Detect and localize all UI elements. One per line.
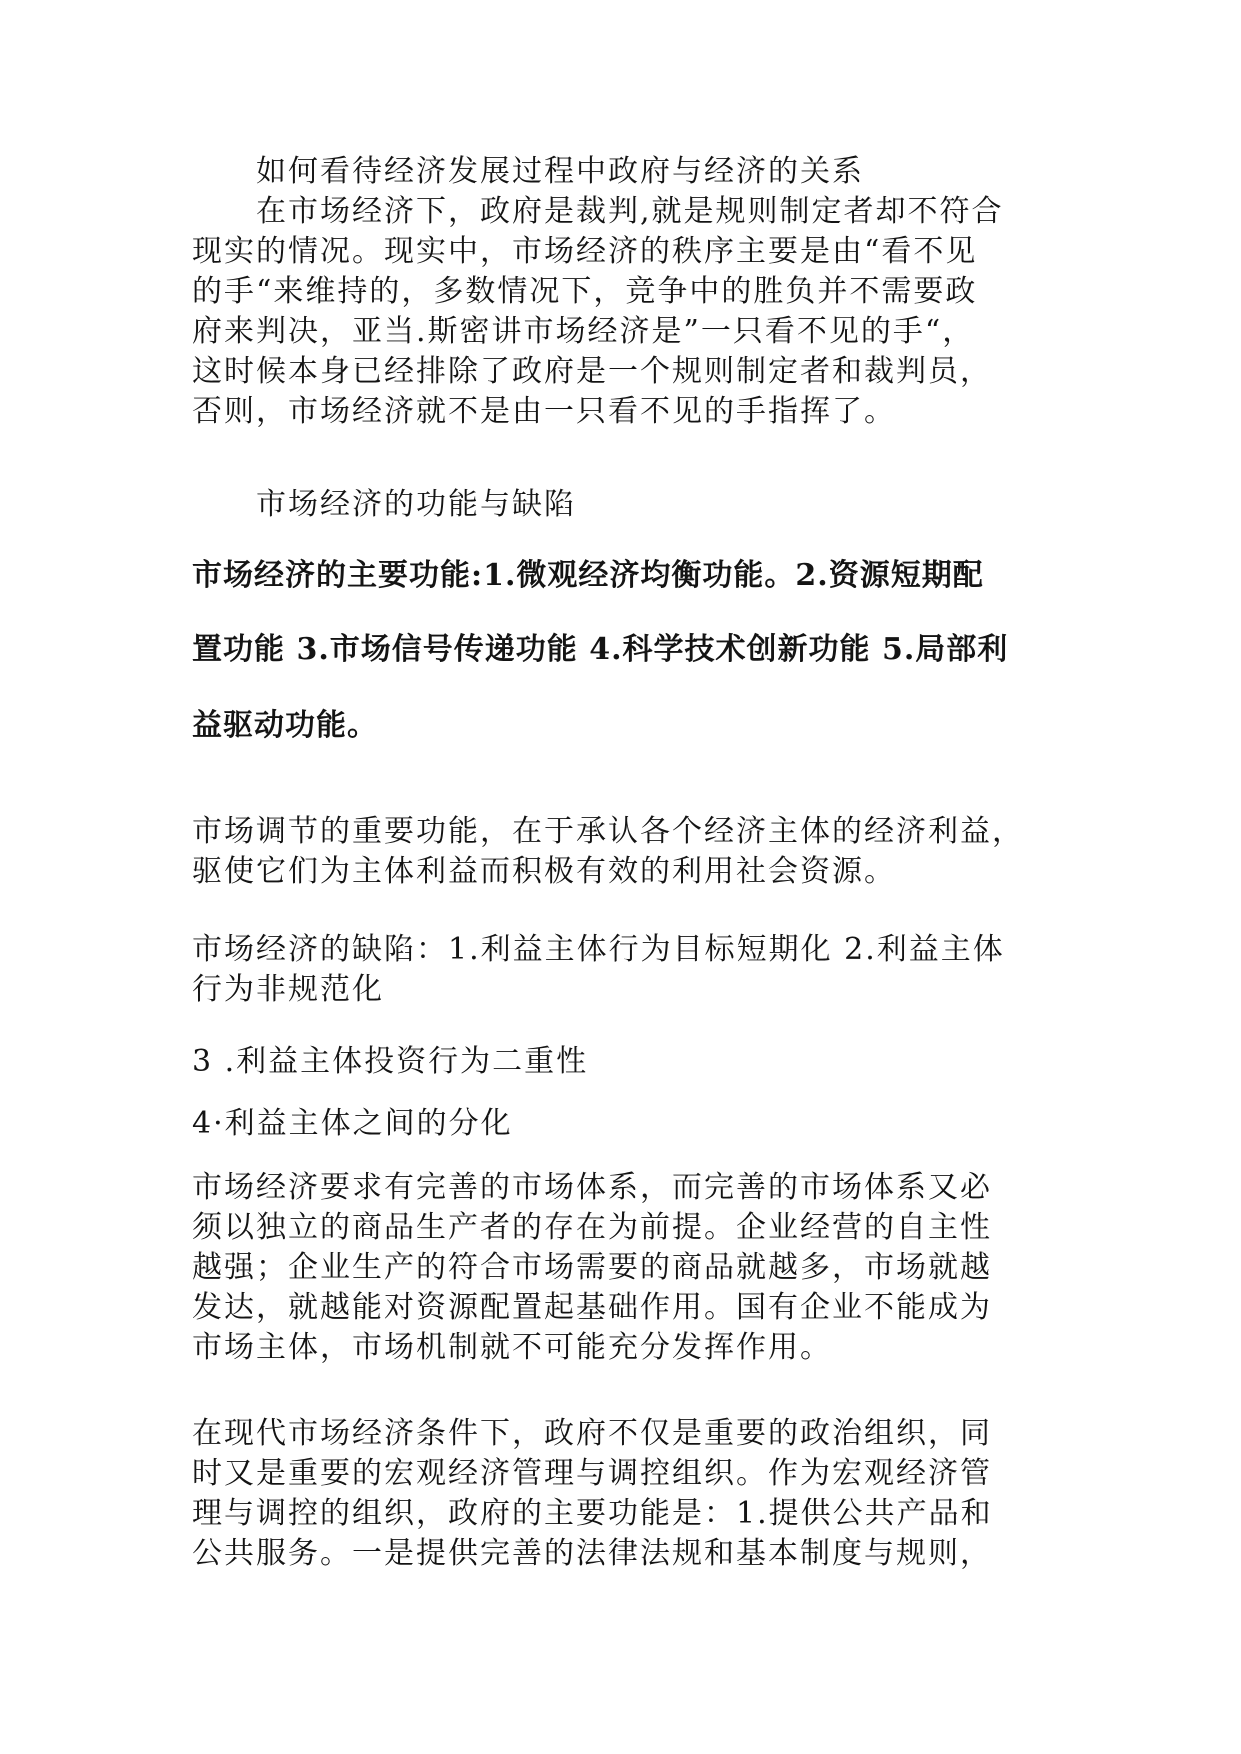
- paragraph-line: 市场调节的重要功能，在于承认各个经济主体的经济利益，: [192, 814, 1024, 849]
- paragraph-line: 时又是重要的宏观经济管理与调控组织。作为宏观经济管: [192, 1456, 992, 1491]
- paragraph-line: 公共服务。一是提供完善的法律法规和基本制度与规则，: [192, 1536, 992, 1571]
- heading-government-economy: [192, 152, 1156, 192]
- paragraph-line: 须以独立的商品生产者的存在为前提。企业经营的自主性: [192, 1210, 992, 1245]
- bold-paragraph-line: 市场经济的主要功能:1.微观经济均衡功能。2.资源短期配: [192, 558, 984, 593]
- heading-line: 如何看待经济发展过程中政府与经济的关系: [256, 154, 864, 189]
- bold-paragraph-main-functions-2: [192, 630, 1092, 670]
- paragraph-line: 否则，市场经济就不是由一只看不见的手指挥了。: [192, 394, 896, 429]
- paragraph-line: 这时候本身已经排除了政府是一个规则制定者和裁判员，: [192, 354, 992, 389]
- paragraph-defects: [192, 930, 1092, 1010]
- paragraph-line: 市场经济要求有完善的市场体系，而完善的市场体系又必: [192, 1170, 992, 1205]
- paragraph-line: 越强；企业生产的符合市场需要的商品就越多，市场就越: [192, 1250, 992, 1285]
- paragraph-defect-4: [192, 1104, 1092, 1144]
- paragraph-line: 在市场经济下，政府是裁判,就是规则制定者却不符合: [256, 194, 1004, 229]
- bold-paragraph-line: 置功能 3.市场信号传递功能 4.科学技术创新功能 5.局部利: [192, 632, 1009, 667]
- paragraph-line: 4·利益主体之间的分化: [192, 1106, 513, 1141]
- paragraph-market-regulation: [192, 812, 1092, 892]
- paragraph-line: 驱使它们为主体利益而积极有效的利用社会资源。: [192, 854, 896, 889]
- paragraph-line: 行为非规范化: [192, 972, 384, 1007]
- bold-paragraph-main-functions: [192, 556, 1092, 596]
- bold-paragraph-main-functions-3: [192, 706, 1092, 746]
- paragraph-line: 现实的情况。现实中，市场经济的秩序主要是由“看不见: [192, 234, 978, 269]
- heading-line: 市场经济的功能与缺陷: [256, 487, 576, 522]
- paragraph-line: 的手“来维持的，多数情况下，竞争中的胜负并不需要政: [192, 274, 978, 309]
- paragraph-line: 理与调控的组织，政府的主要功能是：1.提供公共产品和: [192, 1496, 993, 1531]
- paragraph-line: 市场主体，市场机制就不可能充分发挥作用。: [192, 1330, 832, 1365]
- paragraph-line: 发达，就越能对资源配置起基础作用。国有企业不能成为: [192, 1290, 992, 1325]
- paragraph-line: 在现代市场经济条件下，政府不仅是重要的政治组织，同: [192, 1416, 992, 1451]
- paragraph-line: 府来判决，亚当.斯密讲市场经济是”一只看不见的手“，: [192, 314, 975, 349]
- paragraph-referee: [192, 192, 1092, 432]
- paragraph-defect-3: [192, 1042, 1092, 1082]
- paragraph-government-role: [192, 1414, 1092, 1574]
- paragraph-line: 3 .利益主体投资行为二重性: [192, 1044, 589, 1079]
- paragraph-market-system: [192, 1168, 1092, 1368]
- paragraph-line: 市场经济的缺陷：1.利益主体行为目标短期化 2.利益主体: [192, 932, 1005, 967]
- bold-paragraph-line: 益驱动功能。: [192, 708, 378, 743]
- heading-functions-defects: [192, 485, 1156, 525]
